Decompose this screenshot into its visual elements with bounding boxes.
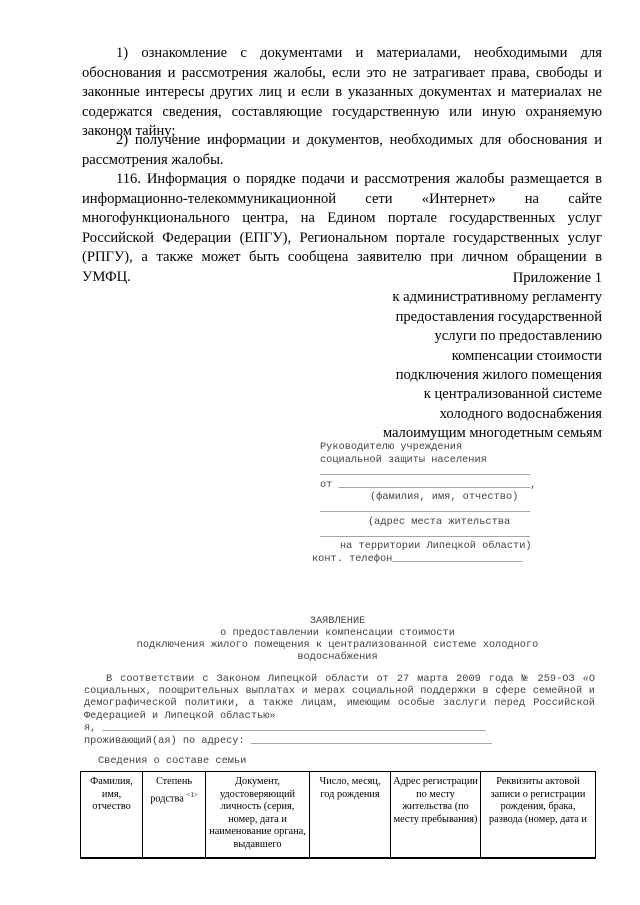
- table-header-id-document: Документ, удостоверяющий личность (серия, номер, дата и наименование органа, выдавшего: [206, 772, 310, 859]
- paragraph-rights-2: 2) получение информации и документов, необходимых для обоснования и рассмотрения жалобы.: [82, 132, 602, 168]
- table-header-civil-record: Реквизиты актовой записи о регистрации рождения, брака, развода (номер, дата и: [481, 772, 596, 859]
- statement-subtitle: о предоставлении компенсации стоимости: [220, 627, 455, 639]
- appendix-line: к централизованной системе: [423, 386, 602, 403]
- table-header-fio: Фамилия, имя, отчество: [81, 772, 143, 859]
- statement-subtitle: подключения жилого помещения к централизованной системе холодного: [136, 639, 539, 651]
- footnote-mark: <1>: [186, 790, 198, 799]
- appendix-line: Приложение 1: [512, 270, 602, 286]
- appendix-caption: [282, 269, 602, 444]
- table-header-registration: Адрес регистрации по месту жительства (по месту пребывания): [391, 772, 481, 859]
- appendix-line: малоимущим многодетным семьям: [382, 425, 602, 442]
- applicant-address-field: проживающий(ая) по адресу: _______________________________________: [84, 735, 492, 747]
- appendix-line: предоставления государственной: [395, 308, 602, 325]
- appendix-line: к административному регламенту: [392, 289, 602, 306]
- family-table: [80, 771, 596, 859]
- addressee-recipient-org: социальной защиты населения: [320, 454, 487, 466]
- addressee-blank-line: __________________________________: [320, 503, 531, 515]
- family-table-header-row: [81, 772, 596, 859]
- table-bottom-border: [80, 857, 595, 858]
- family-section-heading: Сведения о составе семьи: [98, 755, 247, 767]
- statement-body: В соответствии с Законом Липецкой области от 27 марта 2009 года № 259-ОЗ «О социальных, поощрительных выплатах и мерах социальной поддержки в сфере семейной и демографической политики, а также лицам, имеющим особые заслуги перед Российской Федерацией и Липецкой областью»: [84, 673, 595, 722]
- table-header-birthdate: Число, месяц, год рождения: [310, 772, 391, 859]
- appendix-line: подключения жилого помещения: [395, 367, 602, 384]
- paragraph-116: 116. Информация о порядке подачи и рассмотрения жалобы размещается в информационно-телекоммуникационной сети «Интернет» на сайте многофункционального центра, на Едином портале государственных услуг Российской Федерации (ЕПГУ), Региональном портале государственных услуг (РПГУ), а также может быть сообщена заявителю при личном обращении в УМФЦ.: [82, 171, 602, 285]
- statement-subtitle: водоснабжения: [297, 651, 378, 663]
- addressee-fio-hint: (фамилия, имя, отчество): [370, 491, 519, 503]
- applicant-name-field: я, ______________________________________________________________: [84, 722, 486, 734]
- appendix-line: компенсации стоимости: [451, 347, 602, 364]
- statement-title: ЗАЯВЛЕНИЕ: [309, 615, 366, 627]
- paragraph-rights-1: 1) ознакомление с документами и материалами, необходимыми для обоснования и рассмотрения жалобы, если это не затрагивает права, свободы и законные интересы других лиц и если в указанных документах и материалах не содержатся сведения, составляющие государственную или иную охраняемую законом тайну;: [82, 45, 602, 139]
- addressee-blank-line: __________________________________: [320, 528, 531, 540]
- addressee-blank-line: __________________________________: [320, 466, 531, 478]
- addressee-address-hint: (адрес места жительства: [368, 516, 511, 528]
- addressee-region-hint: на территории Липецкой области): [340, 540, 532, 552]
- appendix-line: услуги по предоставлению: [434, 328, 602, 345]
- appendix-line: холодного водоснабжения: [439, 405, 602, 422]
- addressee-recipient: Руководителю учреждения: [320, 441, 463, 453]
- table-header-relation: Степень родства $^{<1>}$: [143, 772, 206, 859]
- addressee-from-field: от _______________________________,: [320, 479, 537, 491]
- addressee-phone-field: конт. телефон_____________________: [312, 553, 523, 565]
